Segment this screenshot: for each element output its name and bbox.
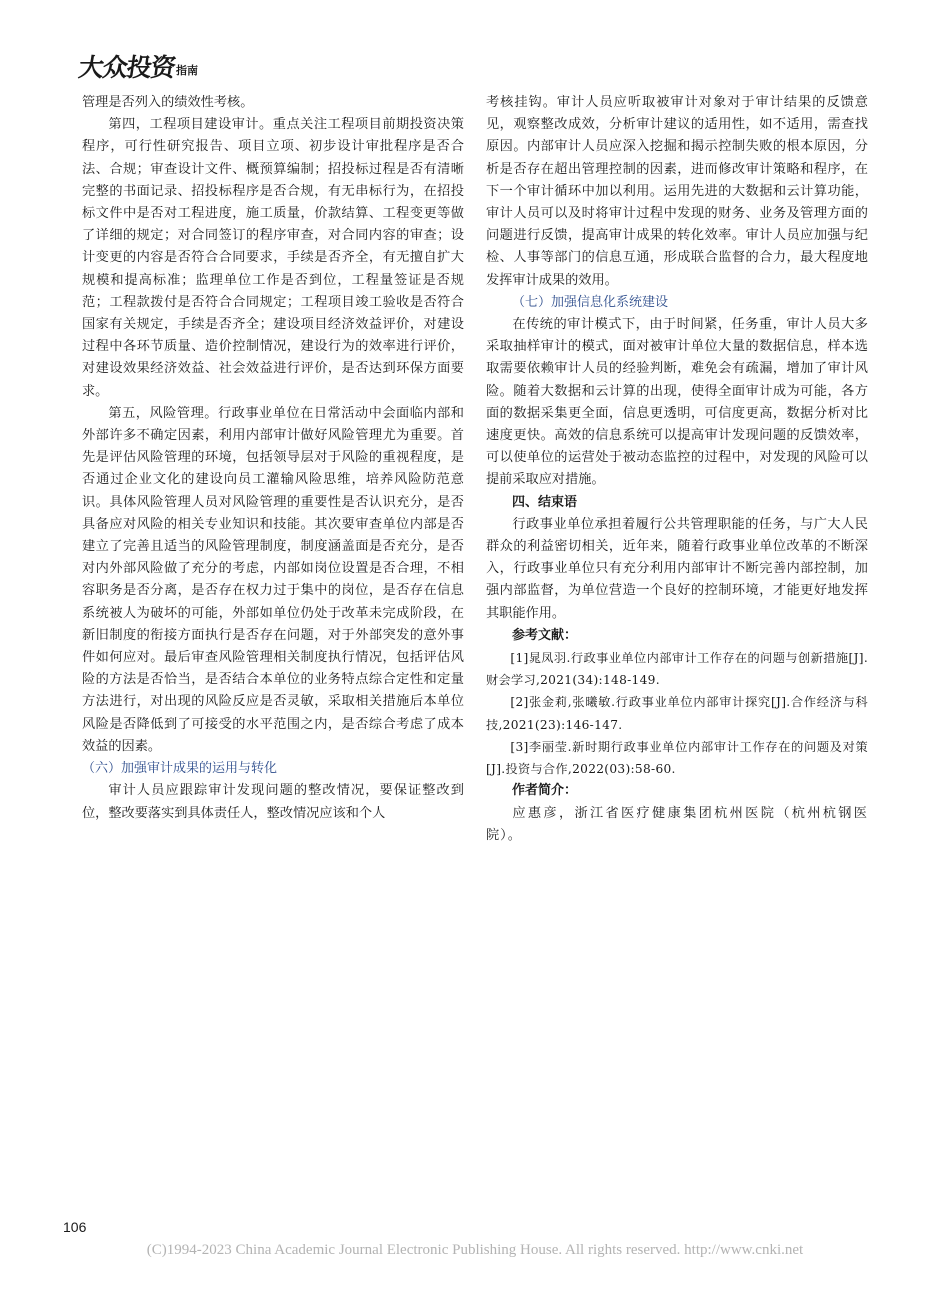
paragraph-risk-management: 第五，风险管理。行政事业单位在日常活动中会面临内部和外部许多不确定因素，利用内部审计做好风险管理尤为重要。首先是评估风险管理的环境，包括领导层对于风险的重视程度，是否通过企业文化的建设向员工灌输风险思维，培养风险防范意识。具体风险管理人员对风险管理的重要性是否认识充分，是否具备应对风险的相关专业知识和技能。其次要审查单位内部是否建立了完善且适当的风险管理制度，制度涵盖面是否充分，是否对内外部风险做了充分的考虑，内部如岗位设置是否合理，不相容职务是否分离，是否存在权力过于集中的岗位，是否存在信息系统被人为破坏的可能，外部如单位仍处于改革未完成阶段，在新旧制度的衔接方面执行是否存在问题，对于外部突发的意外事件如何应对。最后审查风险管理相关制度执行情况，包括评估风险的方法是否恰当，是否结合本单位的业务特点综合定性和定量方法进行，对出现的风险反应是否灵敏，采取相关措施后本单位风险是否降低到了可接受的水平范围之内，是否综合考虑了成本效益的因素。 xyxy=(82,405,464,754)
paragraph-conclusion: 行政事业单位承担着履行公共管理职能的任务，与广大人民群众的利益密切相关，近年来，随着行政事业单位改革的不断深入，行政事业单位只有充分利用内部审计不断完善内部控制，加强内部监督，为单位营造一个良好的控制环境，才能更好地发挥其职能作用。 xyxy=(486,516,868,621)
left-column xyxy=(82,92,464,825)
author-heading: 作者简介： xyxy=(512,783,578,799)
reference-item: [3]李丽莹.新时期行政事业单位内部审计工作存在的问题及对策[J].投资与合作,2022(03):58-60. xyxy=(486,739,868,777)
section-heading-conclusion: 四、结束语 xyxy=(512,494,578,510)
copyright-notice: (C)1994-2023 China Academic Journal Electronic Publishing House. All rights reserved. http://www.cnki.net xyxy=(146,1242,804,1258)
references-heading: 参考文献： xyxy=(512,627,578,643)
reference-item: [2]张金莉,张曦敏.行政事业单位内部审计探究[J].合作经济与科技,2021(23):146-147. xyxy=(486,695,868,732)
paragraph: 审计人员应跟踪审计发现问题的整改情况，要保证整改到位，整改要落实到具体责任人，整改情况应该和个人 xyxy=(82,783,464,821)
section-heading-audit-results: （六）加强审计成果的运用与转化 xyxy=(82,761,278,777)
right-column xyxy=(486,92,868,847)
logo-main-text: 大众投资 xyxy=(76,53,177,82)
paragraph: 考核挂钩。审计人员应听取被审计对象对于审计结果的反馈意见，观察整改成效，分析审计建议的适用性，如不适用，需查找原因。内部审计人员应深入挖掘和揭示控制失败的根本原因，分析是否存在超出管理控制的因素，进而修改审计策略和程序，在下一个审计循环中加以利用。运用先进的大数据和云计算功能，审计人员可以及时将审计过程中发现的财务、业务及管理方面的问题进行反馈，提高审计成果的转化效率。审计人员应加强与纪检、人事等部门的信息互通，形成联合监督的合力，最大程度地发挥审计成果的效用。 xyxy=(486,95,868,288)
reference-item: [1]晁凤羽.行政事业单位内部审计工作存在的问题与创新措施[J].财会学习,2021(34):148-149. xyxy=(486,651,868,688)
paragraph: 管理是否列入的绩效性考核。 xyxy=(82,95,254,110)
journal-logo xyxy=(76,48,199,88)
reference-list xyxy=(486,647,868,780)
section-heading-information-system: （七）加强信息化系统建设 xyxy=(512,294,669,310)
paragraph-engineering-audit: 第四，工程项目建设审计。重点关注工程项目前期投资决策程序，可行性研究报告、项目立项、初步设计审批程序是否合法、合规；审查设计文件、概预算编制；招投标过程是否有清晰完整的书面记录、招投标程序是否合规，有无串标行为，在招投标文件中是否对工程进度，施工质量，价款结算、工程变更等做了详细的规定；对合同签订的程序审查，对合同内容的审查；设计变更的内容是否符合合同要求，手续是否齐全，有无擅自扩大规模和提高标准；监理单位工作是否到位，工程量签证是否规范；工程款拨付是否符合合同规定；工程项目竣工验收是否符合国家有关规定，手续是否齐全；建设项目经济效益评价，对建设过程中各环节质量、造价控制情况，建设行为的效率进行评价，对建设效果经济效益、社会效益进行评价，是否达到环保方面要求。 xyxy=(82,117,464,399)
page-number: 106 xyxy=(63,1219,87,1235)
author-info: 应惠彦，浙江省医疗健康集团杭州医院（杭州杭钢医院）。 xyxy=(486,805,868,843)
logo-sub-text: 指南 xyxy=(176,64,199,77)
paragraph: 在传统的审计模式下，由于时间紧，任务重，审计人员大多采取抽样审计的模式，面对被审计单位大量的数据信息，样本选取需要依赖审计人员的经验判断，难免会有疏漏，增加了审计风险。随着大数据和云计算的出现，使得全面审计成为可能，各方面的数据采集更全面，信息更透明，可信度更高，数据分析对比速度更快。高效的信息系统可以提高审计发现问题的反馈效率，可以使单位的运营处于被动态监控的过程中，对发现的风险可以提前采取应对措施。 xyxy=(486,317,868,488)
